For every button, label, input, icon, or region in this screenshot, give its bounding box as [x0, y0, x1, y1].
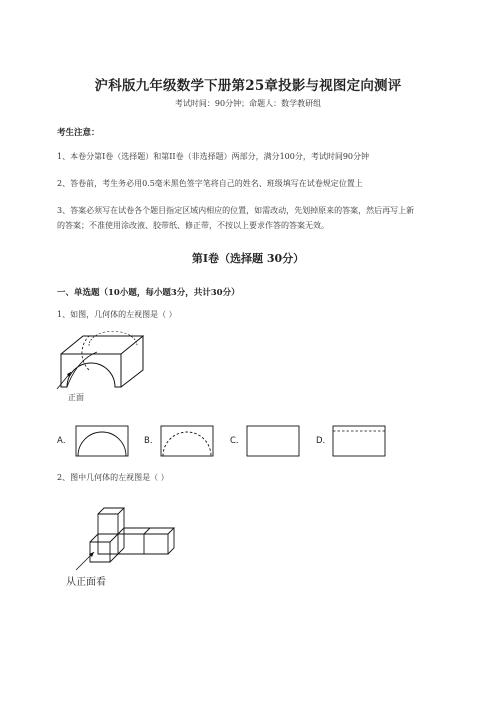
- question-1-figure-label: 正面: [68, 393, 84, 402]
- q1-option-d-figure[interactable]: [332, 425, 386, 459]
- notice-heading: 考生注意：: [57, 128, 100, 138]
- notice-item-2: 2、答卷前，考生务必用0.5毫米黑色签字笔将自己的姓名、班级填写在试卷规定位置上: [57, 179, 363, 188]
- q1-option-d-label[interactable]: D．: [316, 436, 332, 446]
- exam-subtitle: 考试时间：90分钟；命题人：数学教研组: [174, 99, 322, 108]
- question-1-figure: [55, 330, 165, 400]
- q1-option-b-label[interactable]: B．: [144, 436, 159, 446]
- question-2-figure-label: 从正面看: [66, 577, 106, 588]
- question-1-text: 1、如图，几何体的左视图是（ ）: [57, 310, 177, 319]
- part-heading: 一、单选题（10小题，每小题3分，共计30分）: [57, 288, 240, 298]
- section-title: 第I卷（选择题 30分）: [191, 252, 305, 265]
- q1-option-c-figure[interactable]: [246, 425, 300, 459]
- q1-option-c-label[interactable]: C．: [230, 436, 245, 446]
- q1-option-b-figure[interactable]: [160, 425, 214, 459]
- question-2-figure: [62, 500, 182, 580]
- q1-option-a-label[interactable]: A．: [57, 436, 72, 446]
- question-2-text: 2、图中几何体的左视图是（ ）: [57, 473, 169, 482]
- notice-item-3-line2: 的答案；不准使用涂改液、胶带纸、修正带，不按以上要求作答的答案无效。: [57, 221, 329, 230]
- exam-title: 沪科版九年级数学下册第25章投影与视图定向测评: [94, 78, 402, 94]
- notice-item-1: 1、本卷分第I卷（选择题）和第II卷（非选择题）两部分，满分100分，考试时间90分钟: [57, 152, 370, 161]
- notice-item-3-line1: 3、答案必须写在试卷各个题目指定区域内相应的位置，如需改动，先划掉原来的答案，然后再写上新: [57, 206, 415, 215]
- q1-option-a-figure[interactable]: [75, 425, 129, 459]
